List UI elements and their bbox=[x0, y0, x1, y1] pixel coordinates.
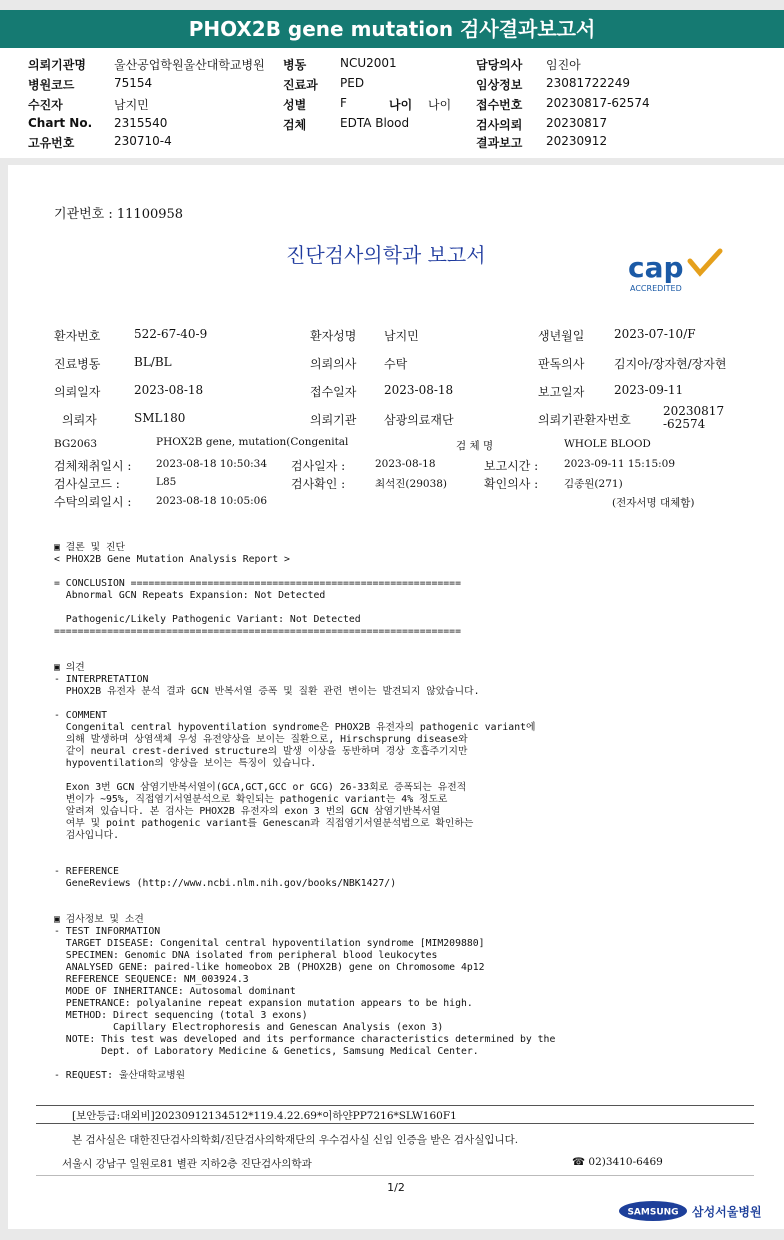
grid-value: 삼광의료재단 bbox=[384, 413, 454, 427]
samsung-hospital-logo bbox=[618, 1198, 770, 1224]
header-value: EDTA Blood bbox=[340, 116, 410, 130]
test-name: PHOX2B gene, mutation(Congenital bbox=[156, 436, 349, 448]
cap-accredited-logo bbox=[620, 247, 730, 295]
report-title-bar: PHOX2B gene mutation 검사결과보고서 bbox=[0, 10, 784, 48]
footer-divider bbox=[36, 1175, 754, 1176]
grid-label: 생년월일 bbox=[538, 329, 585, 343]
header-value: NCU2001 bbox=[340, 56, 397, 70]
institution-number: 기관번호 : 11100958 bbox=[54, 207, 184, 222]
request-time-label: 수탁의뢰일시 : bbox=[54, 495, 132, 509]
header-info bbox=[0, 48, 784, 158]
grid-label: 의뢰기관환자번호 bbox=[538, 413, 631, 427]
grid-label: 진료병동 bbox=[54, 357, 101, 371]
samsung-ellipse-icon bbox=[618, 1200, 688, 1222]
confirm-value: 최석진(29038) bbox=[375, 478, 448, 490]
samsung-brand-text: SAMSUNG bbox=[627, 1207, 679, 1218]
header-label: 고유번호 bbox=[28, 136, 75, 150]
grid-label: 환자성명 bbox=[310, 329, 357, 343]
confirm-doctor-value: 김종원(271) bbox=[564, 478, 623, 490]
grid-label: 보고일자 bbox=[538, 385, 585, 399]
grid-value: 2023-08-18 bbox=[384, 383, 454, 397]
footer-divider bbox=[36, 1105, 754, 1106]
grid-value: 남지민 bbox=[384, 329, 419, 343]
page-number: 1/2 bbox=[387, 1181, 405, 1194]
header-value: 남지민 bbox=[114, 98, 149, 112]
security-line: [보안등급:대외비]20230912134512*119.4.22.69*이하얀PP7216*SLW160F1 bbox=[72, 1110, 457, 1122]
collect-label: 검체채취일시 : bbox=[54, 459, 132, 473]
lab-phone: ☎ 02)3410-6469 bbox=[572, 1156, 663, 1168]
cap-logo-sub: ACCREDITED bbox=[630, 284, 682, 293]
grid-value: SML180 bbox=[134, 411, 186, 425]
header-label: 담당의사 bbox=[476, 58, 523, 72]
test-code: BG2063 bbox=[54, 438, 98, 450]
grid-value: 2023-08-18 bbox=[134, 383, 204, 397]
report-document bbox=[8, 165, 784, 1229]
header-label: 검체 bbox=[283, 118, 307, 132]
report-time-label: 보고시간 : bbox=[484, 459, 539, 473]
grid-value: 김지아/장자현/장자현 bbox=[614, 357, 727, 371]
header-label: 접수번호 bbox=[476, 98, 523, 112]
header-value: 20230817 bbox=[546, 116, 608, 130]
header-label: 임상정보 bbox=[476, 78, 523, 92]
header-value: 23081722249 bbox=[546, 76, 630, 90]
header-value: 임진아 bbox=[546, 58, 581, 72]
collect-value: 2023-08-18 10:50:34 bbox=[156, 458, 268, 470]
header-label: 검사의뢰 bbox=[476, 118, 523, 132]
grid-value: 2023-09-11 bbox=[614, 383, 684, 397]
report-body: ▣ 결론 및 진단 < PHOX2B Gene Mutation Analysis Report > = CONCLUSION ======================================================== Abnormal GCN Repeats Expansion: Not Detected Pathogenic/Likely Pathogenic Variant: Not Detected ===================================================================== ▣ 의견 - INTERPRETATION PHOX2B 유전자 분석 결과 GCN 반복서열 증폭 및 질환 관련 변이는 발견되지 않았습니다. - COMMENT Congenital central hypoventilation syndrome은 PHOX2B 유전자의 pathogenic variant에 의해 발생하며 상염색체 우성 유전양상을 보이는 질환으로, Hirschsprung disease와 같이 neural crest-derived structure의 발생 이상을 동반하며 경상 호흡주기지만 hypoventilation의 양상을 보이는 특징이 있습니다. Exon 3번 GCN 삼염기반복서열이(GCA,GCT,GCC or GCG) 26-33회로 증폭되는 유전적 변이가 ~95%, 직접염기서열분석으로 확인되는 pathogenic variant는 4% 정도로 알려져 있습니다. 본 검사는 PHOX2B 유전자의 exon 3 번의 GCN 삼염기반복서열 여부 및 point pathogenic variant를 Genescan과 직접염기서열분석법으로 확인하는 검사입니다. - REFERENCE GeneReviews (http://www.ncbi.nlm.nih.gov/books/NBK1427/) ▣ 검사정보 및 소견 - TEST INFORMATION TARGET DISEASE: Congenital central hypoventilation syndrome [MIM209880] SPECIMEN: Genomic DNA isolated from peripheral blood leukocytes ANALYSED GENE: paired-like homeobox 2B (PHOX2B) gene on Chromosome 4p12 REFERENCE SEQUENCE: NM_003924.3 MODE OF INHERITANCE: Autosomal dominant PENETRANCE: polyalanine repeat expansion mutation appears to be high. METHOD: Direct sequencing (total 3 exons) Capillary Electrophoresis and Genescan Analysis (exon 3) NOTE: This test was developed and its performance characteristics determined by the Dept. of Laboratory Medicine & Genetics, Samsung Medical Center. - REQUEST: 울산대학교병원 bbox=[54, 542, 556, 1081]
report-time-value: 2023-09-11 15:15:09 bbox=[564, 458, 676, 470]
header-label: 결과보고 bbox=[476, 136, 523, 150]
header-value: 20230817-62574 bbox=[546, 96, 650, 110]
header-value: 75154 bbox=[114, 76, 153, 90]
header-label: 병원코드 bbox=[28, 78, 75, 92]
lab-code-value: L85 bbox=[156, 476, 177, 488]
grid-value: 522-67-40-9 bbox=[134, 327, 208, 341]
lab-address: 서울시 강남구 일원로81 별관 지하2층 진단검사의학과 bbox=[62, 1158, 312, 1170]
samsung-hospital-name: 삼성서울병원 bbox=[692, 1205, 762, 1219]
electronic-signature-note: (전자서명 대체함) bbox=[612, 497, 695, 509]
header-value: 20230912 bbox=[546, 134, 608, 148]
header-value: PED bbox=[340, 76, 365, 90]
footer-divider bbox=[36, 1123, 754, 1124]
header-value: 2315540 bbox=[114, 116, 168, 130]
confirm-label: 검사확인 : bbox=[291, 477, 346, 491]
specimen-value: WHOLE BLOOD bbox=[564, 438, 651, 450]
grid-label: 판독의사 bbox=[538, 357, 585, 371]
grid-label: 접수일자 bbox=[310, 385, 357, 399]
header-label: 성별 bbox=[283, 98, 307, 112]
header-label: 의뢰기관명 bbox=[28, 58, 86, 72]
grid-label: 의뢰기관 bbox=[310, 413, 357, 427]
grid-value: BL/BL bbox=[134, 355, 172, 369]
document-title: 진단검사의학과 보고서 bbox=[286, 243, 486, 267]
header-value: 울산공업학원울산대학교병원 bbox=[114, 58, 265, 72]
grid-label: 의뢰자 bbox=[62, 413, 97, 427]
grid-value: 수탁 bbox=[384, 357, 408, 371]
header-label: 진료과 bbox=[283, 78, 318, 92]
cap-logo-text: cap bbox=[628, 251, 684, 284]
grid-label: 환자번호 bbox=[54, 329, 101, 343]
grid-value: 2023-07-10/F bbox=[614, 327, 696, 341]
header-value: 230710-4 bbox=[114, 134, 172, 148]
request-time-value: 2023-08-18 10:05:06 bbox=[156, 495, 268, 507]
grid-value: 20230817-62574 bbox=[663, 404, 725, 431]
certification-note: 본 검사실은 대한진단검사의학회/진단검사의학재단의 우수검사실 신임 인증을 받은 검사실입니다. bbox=[72, 1134, 519, 1146]
header-label: Chart No. bbox=[28, 116, 93, 130]
header-label: 나이 bbox=[389, 98, 413, 112]
header-value: F bbox=[340, 96, 347, 110]
header-label: 병동 bbox=[283, 58, 307, 72]
test-date-label: 검사일자 : bbox=[291, 459, 346, 473]
grid-label: 의뢰일자 bbox=[54, 385, 101, 399]
lab-code-label: 검사실코드 : bbox=[54, 477, 120, 491]
confirm-doctor-label: 확인의사 : bbox=[484, 477, 539, 491]
specimen-label: 검 체 명 bbox=[456, 440, 494, 452]
header-value: 나이 bbox=[428, 98, 452, 112]
test-date-value: 2023-08-18 bbox=[375, 458, 436, 470]
header-label: 수진자 bbox=[28, 98, 63, 112]
grid-label: 의뢰의사 bbox=[310, 357, 357, 371]
